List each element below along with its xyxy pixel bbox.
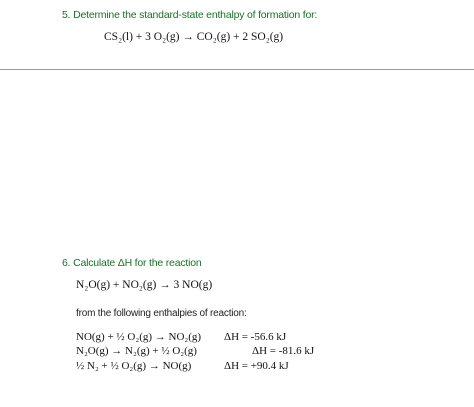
- reaction-1-enthalpy: ΔH = -56.6 kJ: [224, 331, 287, 343]
- reaction-2-enthalpy: ΔH = -81.6 kJ: [252, 345, 315, 357]
- problem-6-heading: 6. Calculate ΔH for the reaction: [62, 257, 202, 269]
- problem-5-equation: CS₂(l) + 3 O₂(g) → CO₂(g) + 2 SO₂(g): [104, 31, 284, 43]
- reaction-1-equation: NO(g) + ½ O₂(g) → NO₂(g): [76, 331, 202, 343]
- reaction-2-equation: N₂O(g) → N₂(g) + ½ O₂(g): [76, 345, 197, 357]
- problem-6-note: from the following enthalpies of reaction:: [76, 308, 247, 319]
- problem-5-heading: 5. Determine the standard-state enthalpy of formation for:: [62, 9, 318, 21]
- reaction-3-equation: ½ N₂ + ½ O₂(g) → NO(g): [76, 360, 192, 372]
- section-divider: [0, 69, 474, 70]
- problem-6-equation: N₂O(g) + NO₂(g) → 3 NO(g): [76, 279, 213, 291]
- reaction-3-enthalpy: ΔH = +90.4 kJ: [224, 360, 289, 372]
